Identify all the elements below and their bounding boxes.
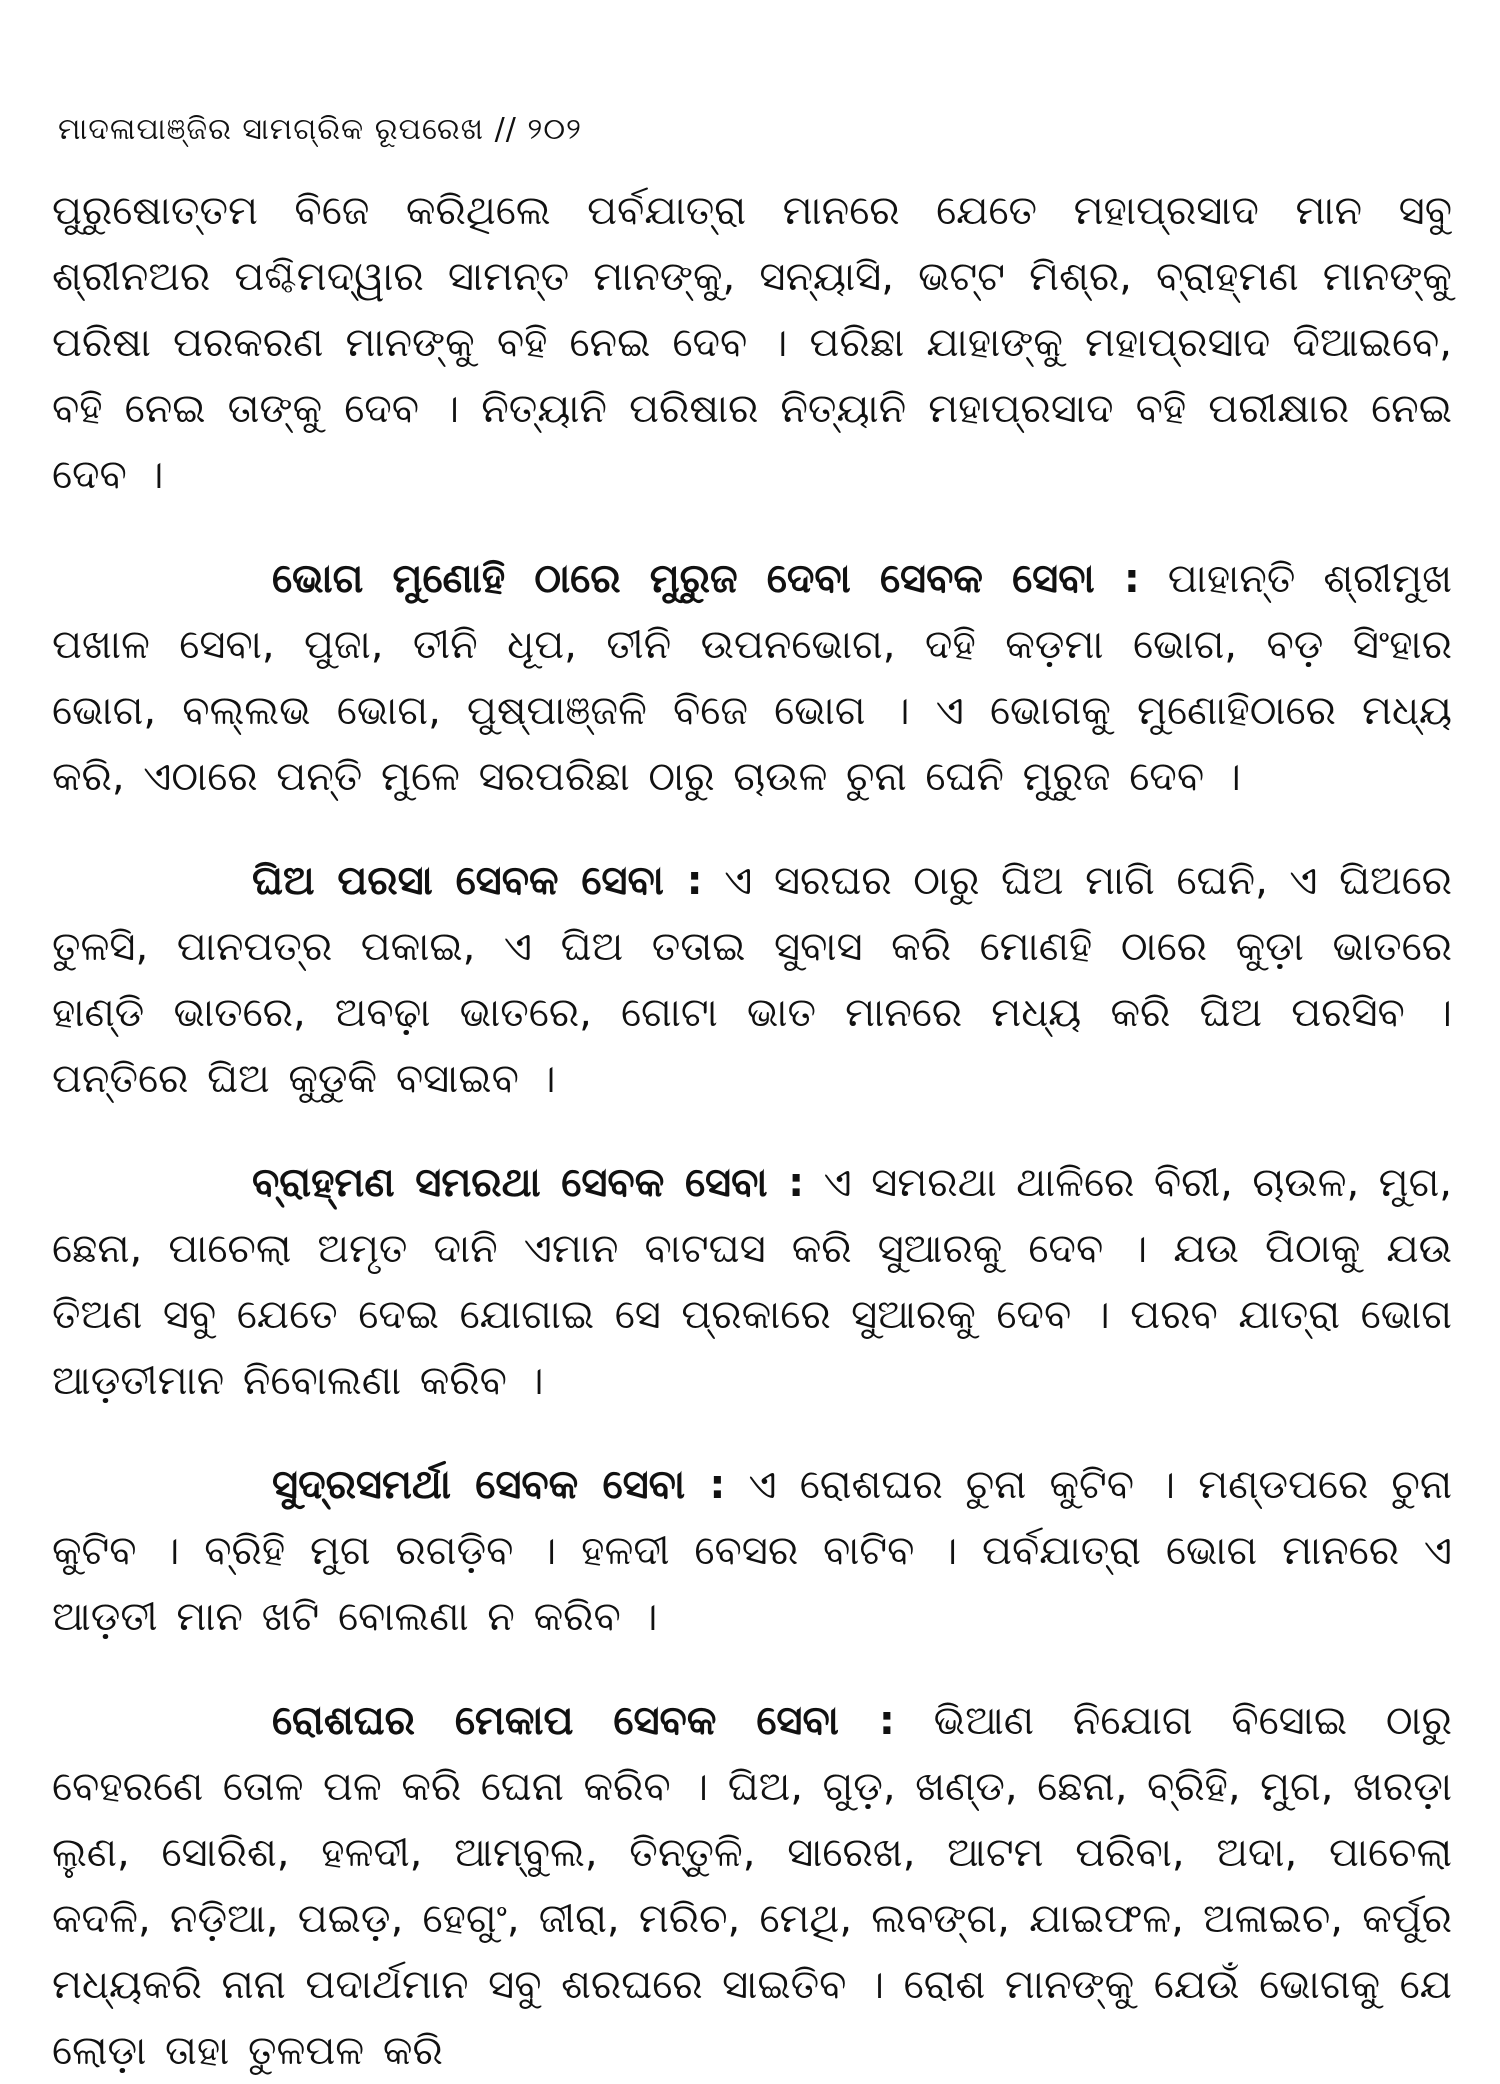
section-heading: ବ୍ରାହ୍ମଣ ସମରଥା ସେବକ ସେବା : — [252, 1160, 805, 1206]
section-heading: ସୁଦ୍ରସମର୍ଥା ସେବକ ସେବା : — [272, 1462, 726, 1508]
paragraph-text: ପୁରୁଷୋତ୍ତମ ବିଜେ କରିଥିଲେ ପର୍ବଯାତ୍ରା ମାନରେ ଯେତେ ମହାପ୍ରସାଦ ମାନ ସବୁ ଶ୍ରୀନଅର ପଶ୍ଚିମଦ୍ୱାର ସାମନ୍ତ ମାନଙ୍କୁ, ସନ୍ୟାସି, ଭଟ୍ଟ ମିଶ୍ର, ବ୍ରାହ୍ମଣ ମାନଙ୍କୁ ପରିଷା ପରକରଣ ମାନଙ୍କୁ ବହି ନେଇ ଦେବ । ପରିଛା ଯାହାଙ୍କୁ ମହାପ୍ରସାଦ ଦିଆଇବେ, ବହି ନେଇ ତାଙ୍କୁ ଦେବ । ନିତ୍ୟାନି ପରିଷାର ନିତ୍ୟାନି ମହାପ୍ରସାଦ ବହି ପରୀକ୍ଷାର ନେଇ ଦେବ । — [52, 188, 1452, 498]
section-heading: ରୋଶଘର ମେକାପ ସେବକ ସେବା : — [272, 1698, 895, 1744]
body-text — [52, 178, 1452, 2084]
paragraph-text: ଏ ସରଘର ଠାରୁ ଘିଅ ମାଗି ଘେନି, ଏ ଘିଅରେ ତୁଳସି, ପାନପତ୍ର ପକାଇ, ଏ ଘିଅ ତତାଇ ସୁବାସ କରି ମୋଣହି ଠାରେ କୁଡ଼ା ଭାତରେ ହାଣ୍ଡି ଭାତରେ, ଅବଢ଼ା ଭାତରେ, ଗୋଟା ଭାତ ମାନରେ ମଧ୍ୟ କରି ଘିଅ ପରସିବ । ପନ୍ତିରେ ଘିଅ କୁଡୁକି ବସାଇବ । — [52, 858, 1452, 1102]
paragraph-brahmana-samaratha — [52, 1150, 1452, 1414]
paragraph-text: ପାହାନ୍ତି ଶ୍ରୀମୁଖ ପଖାଳ ସେବା, ପୁଜା, ତୀନି ଧୂପ, ତୀନି ଉପନଭୋଗ, ଦହି କଡ଼ମା ଭୋଗ, ବଡ଼ ସିଂହାର ଭୋଗ, ବଲ୍ଲଭ ଭୋଗ, ପୁଷ୍ପାଞ୍ଜଳି ବିଜେ ଭୋଗ । ଏ ଭୋଗକୁ ମୁଣୋହିଠାରେ ମଧ୍ୟ କରି, ଏଠାରେ ପନ୍ତି ମୁଳେ ସରପରିଛା ଠାରୁ ଚାଉଳ ଚୁନା ଘେନି ମୁରୁଜ ଦେବ । — [52, 556, 1452, 800]
paragraph-ghia-parasa — [52, 848, 1452, 1112]
paragraph-sudra-samartha — [52, 1452, 1452, 1650]
paragraph-text: ଭିଆଣ ନିଯୋଗ ବିସୋଇ ଠାରୁ ବେହରଣେ ତୋଳ ପଳ କରି ଘେନା କରିବ । ଘିଅ, ଗୁଡ଼, ଖଣ୍ଡ, ଛେନା, ବ୍ରିହି, ମୁଗ, ଖରଡ଼ା ଲୁଣ, ସୋରିଶ, ହଳଦୀ, ଆମ୍ବୁଲ, ତିନ୍ତୁଳି, ସାରେଖ, ଆଟମ ପରିବା, ଅଦା, ପାଚେଲା କଦଳି, ନଡ଼ିଆ, ପଇଡ଼, ହେଗୁଂ, ଜୀରା, ମରିଚ, ମେଥି, ଲବଙ୍ଗ, ଯାଇଫଳ, ଅଳାଇଚ, କର୍ପୁର ମଧ୍ୟକରି ନାନା ପଦାର୍ଥମାନ ସବୁ ଶରଘରେ ସାଇତିବ । ରୋଶ ମାନଙ୍କୁ ଯେଉଁ ଭୋଗକୁ ଯେ ଲୋଡ଼ା ତାହା ତୁଳପଳ କରି — [52, 1698, 1452, 2074]
paragraph-text: ଏ ସମରଥା ଥାଳିରେ ବିରୀ, ଚାଉଳ, ମୁଗ, ଛେନା, ପାଚେଲା ଅମୃତ ଦାନି ଏମାନ ବାଟଘସ କରି ସୁଆରକୁ ଦେବ । ଯଉ ପିଠାକୁ ଯଉ ତିଅଣ ସବୁ ଯେତେ ଦେଇ ଯୋଗାଇ ସେ ପ୍ରକାରେ ସୁଆରକୁ ଦେବ । ପରବ ଯାତ୍ରା ଭୋଗ ଆଡ଼ତୀମାନ ନିବୋଲଣା କରିବ । — [52, 1160, 1452, 1404]
paragraph-opening — [52, 178, 1452, 508]
paragraph-roshaghara-mekapa — [52, 1688, 1452, 2084]
section-heading: ଘିଅ ପରସା ସେବକ ସେବା : — [252, 858, 703, 904]
paragraph-bhoga-munohi — [52, 546, 1452, 810]
paragraph-text: ଏ ରୋଶଘର ଚୁନା କୁଟିବ । ମଣ୍ଡପରେ ଚୁନା କୁଟିବ । ବ୍ରିହି ମୁଗ ରଗଡ଼ିବ । ହଳଦୀ ବେସର ବାଟିବ । ପର୍ବଯାତ୍ରା ଭୋଗ ମାନରେ ଏ ଆଡ଼ତୀ ମାନ ଖଟି ବୋଲଣା ନ କରିବ । — [52, 1462, 1452, 1640]
section-heading: ଭୋଗ ମୁଣୋହି ଠାରେ ମୁରୁଜ ଦେବା ସେବକ ସେବା : — [272, 556, 1140, 602]
running-header: ମାଦଳାପାଞ୍ଜିର ସାମଗ୍ରିକ ରୂପରେଖ // ୨୦୨ — [58, 112, 582, 147]
